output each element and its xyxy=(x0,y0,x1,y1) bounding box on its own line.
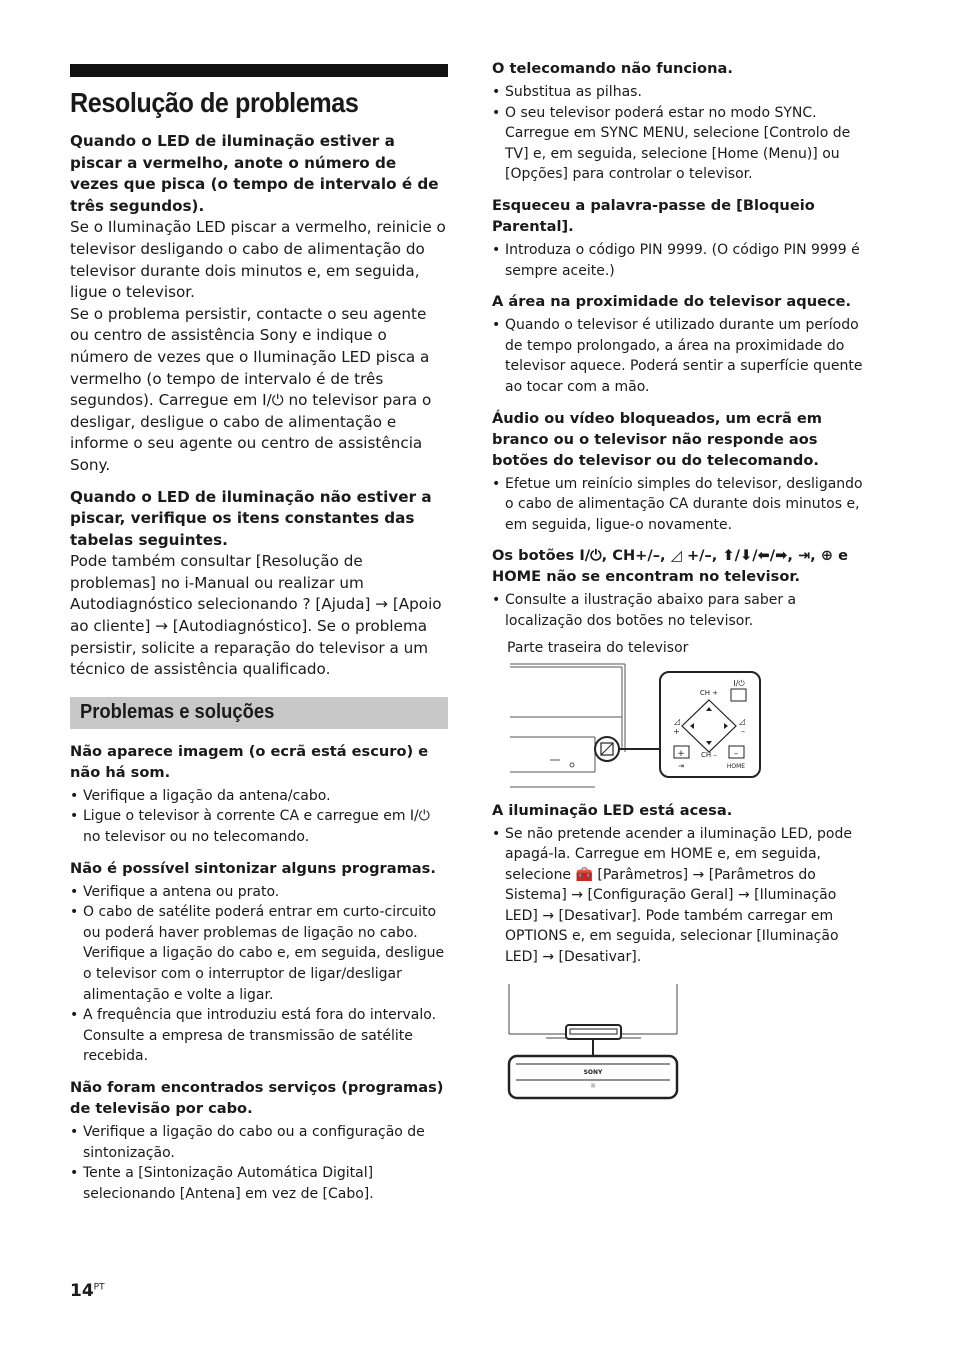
section-header xyxy=(70,697,448,729)
figure-caption: Parte traseira do televisor xyxy=(507,639,689,656)
problem-block xyxy=(492,291,872,397)
svg-text:–: – xyxy=(733,748,739,759)
problem-title: Áudio ou vídeo bloqueados, um ecrã em branco ou o televisor não responde aos botões do televisor ou do telecomando. xyxy=(492,409,822,469)
problem-title: Não é possível sintonizar alguns programas. xyxy=(70,859,436,877)
button-callout xyxy=(595,737,660,761)
problem-block xyxy=(70,858,448,1067)
list-item: • Verifique a ligação da antena/cabo. xyxy=(70,786,448,807)
svg-text:+: + xyxy=(673,726,680,736)
problem-block xyxy=(492,58,872,185)
problem-block xyxy=(492,800,872,968)
left-column xyxy=(70,64,448,1204)
problem-block xyxy=(492,545,872,631)
page-title: Resolução de problemas xyxy=(70,87,359,118)
list-item: • Ligue o televisor à corrente CA e carregue em I/⏻ no televisor ou no telecomando. xyxy=(70,806,448,847)
intro-led-blinking-heading: Quando o LED de iluminação estiver a piscar a vermelho, anote o número de vezes que pisca (o tempo de intervalo é de três segundos). xyxy=(70,132,439,215)
svg-text:+: + xyxy=(677,748,685,759)
list-item: • O cabo de satélite poderá entrar em curto-circuito ou poderá haver problemas de ligação no cabo. Verifique a ligação do cabo e, em seguida, desligue o televisor com o interruptor de ligar/desligar alimentação e volte a ligar. xyxy=(70,902,448,1005)
problem-block xyxy=(492,195,872,281)
home-button-label: HOME xyxy=(726,762,746,770)
title-rule xyxy=(70,64,448,77)
ch-plus-label: CH + xyxy=(699,688,719,697)
problem-title: Não aparece imagem (o ecrã está escuro) e não há som. xyxy=(70,742,429,781)
svg-text:–: – xyxy=(741,726,745,736)
problem-block xyxy=(70,1077,448,1204)
list-item: • A frequência que introduziu está fora do intervalo. Consulte a empresa de transmissão de satélite recebida. xyxy=(70,1005,448,1067)
tv-led-figure xyxy=(506,984,686,1106)
intro-self-diagnosis-text: Pode também consultar [Resolução de problemas] no i-Manual ou realizar um Autodiagnóstico selecionando ? [Ajuda] → [Apoio ao cliente] → [Autodiagnóstico]. Se o problema persistir, solicite a reparação do televisor a um técnico de assistência qualificado. xyxy=(70,552,442,679)
list-item: • Efetue um reinício simples do televisor, desligando o cabo de alimentação CA durante dois minutos e, em seguida, ligue-o novamente. xyxy=(492,474,872,536)
problem-title: Esqueceu a palavra-passe de [Bloqueio Parental]. xyxy=(492,196,815,235)
svg-text:◿: ◿ xyxy=(674,716,681,726)
list-item: • Introduza o código PIN 9999. (O código PIN 9999 é sempre aceite.) xyxy=(492,240,872,281)
problem-title: Não foram encontrados serviços (programas) de televisão por cabo. xyxy=(70,1078,444,1117)
list-item: • Consulte a ilustração abaixo para saber a localização dos botões no televisor. xyxy=(492,590,872,631)
list-item: • Substitua as pilhas. xyxy=(492,82,872,103)
problem-title: Os botões I/⏻, CH+/–, ◿ +/–, ⬆/⬇/⬅/➡, ⇥, ⊕ e HOME não se encontram no televisor. xyxy=(492,547,849,586)
list-item: • Se não pretende acender a iluminação LED, pode apagá-la. Carregue em HOME e, em seguida, selecione 🧰 [Parâmetros] → [Parâmetros do Sistema] → [Configuração Geral] → [Iluminação LED] → [Desativar]. Pode também carregar em OPTIONS e, em seguida, selecionar [Iluminação LED] → [Desativar]. xyxy=(492,824,872,968)
svg-text:◿: ◿ xyxy=(739,716,746,726)
problem-block xyxy=(492,408,872,536)
problem-title: A iluminação LED está acesa. xyxy=(492,801,733,819)
intro-led-blinking-text: Se o Iluminação LED piscar a vermelho, reinicie o televisor desligando o cabo de alimentação do televisor durante dois minutos e, em seguida, ligue o televisor. xyxy=(70,218,446,302)
problem-title: A área na proximidade do televisor aquece. xyxy=(492,293,852,311)
intro-persist-text: Se o problema persistir, contacte o seu agente ou centro de assistência Sony e indique o número de vezes que o Iluminação LED pisca a vermelho (o tempo de intervalo é de três segundos). Carregue em I/⏻ no televisor para o desligar, desligue o cabo de alimentação e informe o seu agente ou centro de assistência Sony. xyxy=(70,304,432,474)
tv-rear-panel xyxy=(510,664,625,787)
list-item: • Tente a [Sintonização Automática Digital] selecionando [Antena] em vez de [Cabo]. xyxy=(70,1163,448,1204)
list-item: • O seu televisor poderá estar no modo SYNC. Carregue em SYNC MENU, selecione [Controlo de TV] e, em seguida, selecione [Home (Menu)] ou [Opções] para controlar o televisor. xyxy=(492,103,872,185)
tv-rear-buttons-figure xyxy=(510,662,770,790)
power-button-label: I/⏻ xyxy=(733,678,745,688)
list-item: • Verifique a ligação do cabo ou a configuração de sintonização. xyxy=(70,1122,448,1163)
list-item: • Verifique a antena ou prato. xyxy=(70,882,448,903)
problem-block xyxy=(70,741,448,848)
right-column xyxy=(492,58,872,1106)
page-number: $14^{PT}$ xyxy=(70,1281,105,1301)
led-icon: ☼ xyxy=(589,1081,597,1090)
button-panel-zoom xyxy=(660,672,760,777)
list-item: • Quando o televisor é utilizado durante um período de tempo prolongado, a área na proximidade do televisor aquece. Poderá sentir a superfície quente ao tocar com a mão. xyxy=(492,315,872,397)
problem-title: O telecomando não funciona. xyxy=(492,60,733,77)
intro-led-not-blinking-heading: Quando o LED de iluminação não estiver a piscar, verifique os itens constantes das tabelas seguintes. xyxy=(70,487,432,549)
svg-text:⇥: ⇥ xyxy=(678,761,684,770)
section-title: Problemas e soluções xyxy=(80,701,275,724)
sony-logo: SONY xyxy=(583,1068,603,1076)
ch-minus-label: CH – xyxy=(701,750,717,759)
